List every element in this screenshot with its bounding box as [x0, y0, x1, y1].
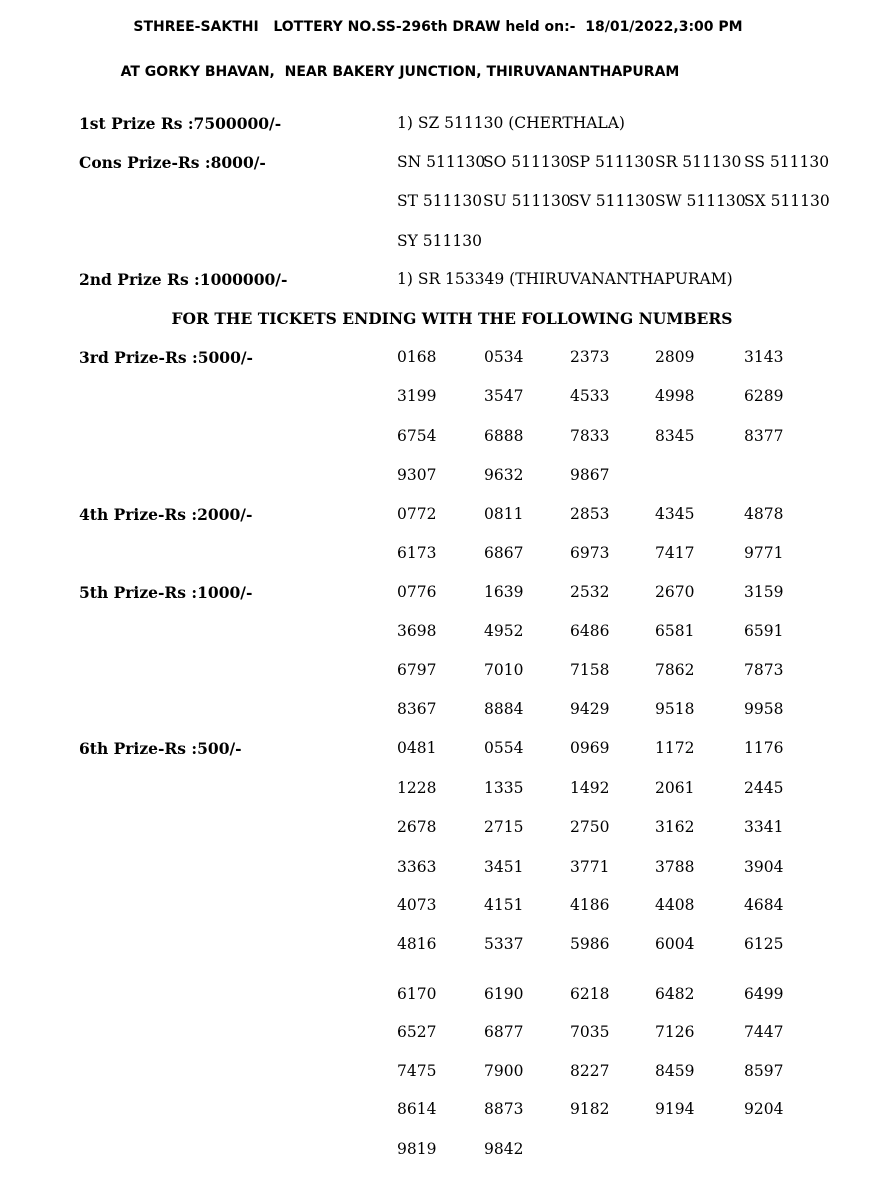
prize-number: 8884: [484, 700, 524, 718]
cons-ticket: SY 511130: [397, 232, 482, 250]
prize-number: 0969: [570, 739, 610, 757]
cons-ticket: SO 511130: [483, 153, 571, 171]
prize-number: 2715: [484, 818, 524, 836]
prize-number: 3771: [570, 858, 610, 876]
prize-number: 6888: [484, 427, 524, 445]
cons-ticket: SP 511130: [569, 153, 655, 171]
prize-number: 8614: [397, 1100, 437, 1118]
prize-number: 8873: [484, 1100, 524, 1118]
prize-number: 3159: [744, 583, 784, 601]
prize-number: 0168: [397, 348, 437, 366]
prize-number: 4408: [655, 896, 695, 914]
prize-number: 6004: [655, 935, 695, 953]
prize-number: 6482: [655, 985, 695, 1003]
prize-number: 2532: [570, 583, 610, 601]
prize-number: 0554: [484, 739, 524, 757]
prize-number: 3143: [744, 348, 784, 366]
prize-number: 4878: [744, 505, 784, 523]
cons-ticket: SN 511130: [397, 153, 486, 171]
prize-number: 5337: [484, 935, 524, 953]
prize-number: 9867: [570, 466, 610, 484]
prize-number: 1228: [397, 779, 437, 797]
prize-number: 9204: [744, 1100, 784, 1118]
first-prize-label: 1st Prize Rs :7500000/-: [79, 114, 282, 133]
prize-number: 9632: [484, 466, 524, 484]
prize-number: 6797: [397, 661, 437, 679]
prize-number: 9771: [744, 544, 784, 562]
cons-ticket: ST 511130: [397, 192, 483, 210]
prize-number: 4952: [484, 622, 524, 640]
cons-ticket: SS 511130: [744, 153, 830, 171]
fifth-prize-label: 5th Prize-Rs :1000/-: [79, 583, 253, 602]
third-prize-label: 3rd Prize-Rs :5000/-: [79, 348, 253, 367]
prize-number: 7873: [744, 661, 784, 679]
prize-number: 3199: [397, 387, 437, 405]
cons-ticket: SU 511130: [483, 192, 571, 210]
prize-number: 1176: [744, 739, 784, 757]
sixth-prize-label: 6th Prize-Rs :500/-: [79, 739, 242, 758]
prize-number: 1492: [570, 779, 610, 797]
prize-number: 0481: [397, 739, 437, 757]
prize-number: 6289: [744, 387, 784, 405]
cons-ticket: SV 511130: [569, 192, 655, 210]
prize-number: 0776: [397, 583, 437, 601]
prize-number: 6173: [397, 544, 437, 562]
prize-number: 6877: [484, 1023, 524, 1041]
prize-number: 4998: [655, 387, 695, 405]
prize-number: 5986: [570, 935, 610, 953]
prize-number: 7833: [570, 427, 610, 445]
prize-number: 9429: [570, 700, 610, 718]
prize-number: 3547: [484, 387, 524, 405]
prize-number: 2061: [655, 779, 695, 797]
prize-number: 3162: [655, 818, 695, 836]
prize-number: 8367: [397, 700, 437, 718]
prize-number: 7900: [484, 1062, 524, 1080]
prize-number: 7010: [484, 661, 524, 679]
prize-number: 0772: [397, 505, 437, 523]
prize-number: 0534: [484, 348, 524, 366]
prize-number: 9958: [744, 700, 784, 718]
prize-number: 2445: [744, 779, 784, 797]
prize-number: 7475: [397, 1062, 437, 1080]
second-prize-label: 2nd Prize Rs :1000000/-: [79, 270, 288, 289]
prize-number: 6486: [570, 622, 610, 640]
prize-number: 4684: [744, 896, 784, 914]
prize-number: 7417: [655, 544, 695, 562]
prize-number: 9194: [655, 1100, 695, 1118]
prize-number: 3451: [484, 858, 524, 876]
prize-number: 0811: [484, 505, 524, 523]
prize-number: 4816: [397, 935, 437, 953]
prize-number: 7126: [655, 1023, 695, 1041]
prize-number: 2809: [655, 348, 695, 366]
prize-number: 9819: [397, 1140, 437, 1158]
prize-number: 2678: [397, 818, 437, 836]
second-prize-winner: 1) SR 153349 (THIRUVANANTHAPURAM): [397, 270, 733, 288]
prize-number: 6591: [744, 622, 784, 640]
cons-ticket: SX 511130: [744, 192, 830, 210]
prize-number: 6170: [397, 985, 437, 1003]
prize-number: 6125: [744, 935, 784, 953]
prize-number: 8345: [655, 427, 695, 445]
prize-number: 6581: [655, 622, 695, 640]
prize-number: 2670: [655, 583, 695, 601]
prize-number: 2373: [570, 348, 610, 366]
cons-ticket: SR 511130: [655, 153, 742, 171]
prize-number: 8597: [744, 1062, 784, 1080]
prize-number: 3788: [655, 858, 695, 876]
prize-number: 3363: [397, 858, 437, 876]
draw-venue: AT GORKY BHAVAN, NEAR BAKERY JUNCTION, THIRUVANANTHAPURAM: [120, 64, 680, 80]
prize-number: 4073: [397, 896, 437, 914]
prize-number: 7035: [570, 1023, 610, 1041]
prize-number: 4151: [484, 896, 524, 914]
prize-number: 7158: [570, 661, 610, 679]
prize-number: 8227: [570, 1062, 610, 1080]
prize-number: 3698: [397, 622, 437, 640]
cons-prize-label: Cons Prize-Rs :8000/-: [79, 153, 266, 172]
prize-number: 1335: [484, 779, 524, 797]
fourth-prize-label: 4th Prize-Rs :2000/-: [79, 505, 253, 524]
prize-number: 6499: [744, 985, 784, 1003]
prize-number: 9842: [484, 1140, 524, 1158]
prize-number: 2853: [570, 505, 610, 523]
prize-number: 9518: [655, 700, 695, 718]
cons-ticket: SW 511130: [655, 192, 746, 210]
prize-number: 9307: [397, 466, 437, 484]
prize-number: 6754: [397, 427, 437, 445]
endings-heading: FOR THE TICKETS ENDING WITH THE FOLLOWING NUMBERS: [171, 309, 733, 328]
prize-number: 3341: [744, 818, 784, 836]
prize-number: 7447: [744, 1023, 784, 1041]
prize-number: 3904: [744, 858, 784, 876]
prize-number: 6218: [570, 985, 610, 1003]
draw-title: STHREE-SAKTHI LOTTERY NO.SS-296th DRAW held on:- 18/01/2022,3:00 PM: [133, 19, 743, 35]
prize-number: 4186: [570, 896, 610, 914]
prize-number: 8377: [744, 427, 784, 445]
prize-number: 6973: [570, 544, 610, 562]
first-prize-winner: 1) SZ 511130 (CHERTHALA): [397, 114, 625, 132]
prize-number: 6190: [484, 985, 524, 1003]
prize-number: 4345: [655, 505, 695, 523]
prize-number: 6867: [484, 544, 524, 562]
prize-number: 1639: [484, 583, 524, 601]
prize-number: 1172: [655, 739, 695, 757]
prize-number: 9182: [570, 1100, 610, 1118]
prize-number: 6527: [397, 1023, 437, 1041]
prize-number: 7862: [655, 661, 695, 679]
prize-number: 4533: [570, 387, 610, 405]
prize-number: 2750: [570, 818, 610, 836]
prize-number: 8459: [655, 1062, 695, 1080]
